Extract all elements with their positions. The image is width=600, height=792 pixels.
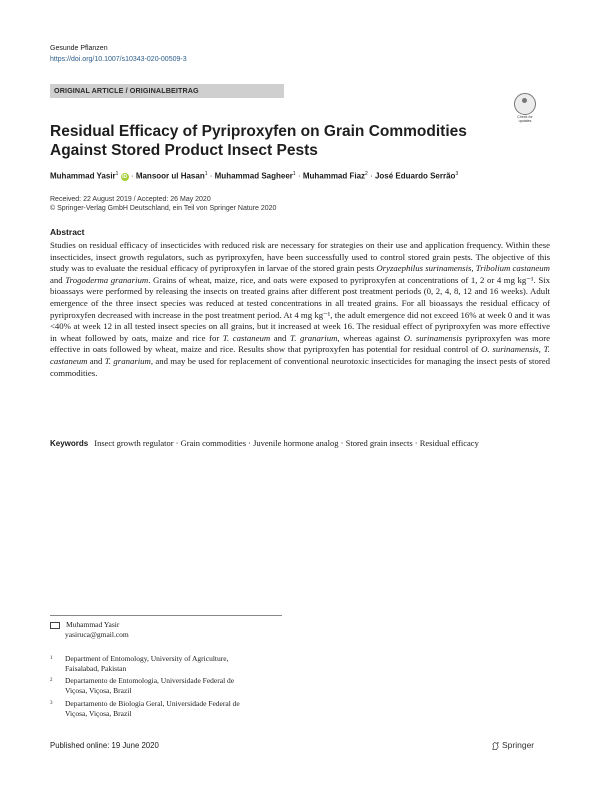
springer-horse-icon (491, 741, 500, 751)
journal-name: Gesunde Pflanzen (50, 45, 108, 52)
check-for-updates-badge[interactable] (512, 93, 538, 123)
publisher-logo (491, 740, 534, 751)
envelope-icon (50, 622, 60, 629)
article-dates (50, 195, 276, 213)
author-affiliation-ref: 3 (455, 171, 459, 177)
abstract-text (50, 240, 550, 379)
received-accepted-dates: Received: 22 August 2019 / Accepted: 26 May 2020 (50, 196, 211, 203)
author-separator: · (370, 171, 373, 181)
author-name[interactable]: Muhammad Yasir (50, 171, 116, 181)
abstract-segment: and (270, 332, 290, 343)
check-updates-line1: Check for (517, 115, 533, 119)
check-updates-icon (514, 93, 536, 115)
author-name[interactable]: José Eduardo Serrão (374, 171, 456, 181)
author-separator: · (130, 171, 134, 181)
affiliation-number: 3 (50, 701, 53, 706)
affiliation-line: Departamento de Entomologia, Universidade Federal de (65, 676, 235, 685)
doi-link[interactable]: https://doi.org/10.1007/s10343-020-00509-3 (50, 56, 187, 63)
author-name[interactable]: Muhammad Sagheer (214, 171, 293, 181)
author-list (50, 171, 570, 181)
species-name: Oryzaephilus surinamensis, Tribolium castaneum (376, 263, 550, 274)
abstract-heading: Abstract (50, 227, 85, 237)
footnote-divider (50, 615, 282, 616)
corresponding-author-email[interactable]: yasiruca@gmail.com (65, 630, 129, 639)
affiliation-line: Faisalabad, Pakistan (65, 664, 127, 673)
author-affiliation-ref: 1 (292, 171, 296, 177)
keywords (50, 438, 550, 450)
orcid-icon[interactable]: iD (122, 173, 128, 180)
affiliation-number: 1 (50, 656, 53, 661)
species-name: T. castaneum (222, 332, 271, 343)
affiliation-line: Departamento de Biologia Geral, Universidade Federal de (65, 699, 240, 708)
affiliation-line: Viçosa, Viçosa, Brazil (65, 709, 132, 718)
author-affiliation-ref: 2 (365, 171, 368, 177)
species-name: O. surinamensis (403, 332, 463, 343)
check-updates-line2: updates (518, 119, 532, 123)
article-type-label: ORIGINAL ARTICLE / ORIGINALBEITRAG (54, 86, 199, 95)
abstract-segment: , whereas against (337, 332, 404, 343)
abstract-segment: Studies on residual efficacy of insecticides with reduced risk are necessary for strategies on their use and application frequency. Within these insecticides, insect growth regulators, such as pyriproxyfen, have been successfully used to control stored grain pests. The objective of this study was to evaluate the residual efficacy of pyriproxyfen in larvae of the stored grain pests (50, 240, 550, 274)
published-online-date: Published online: 19 June 2020 (50, 741, 159, 750)
affiliation-line: Viçosa, Viçosa, Brazil (65, 686, 132, 695)
copyright-notice: © Springer-Verlag GmbH Deutschland, ein Teil von Springer Nature 2020 (50, 205, 277, 212)
abstract-segment: and (50, 274, 66, 285)
publisher-name: Springer (502, 740, 535, 750)
abstract-segment: . Grains of wheat, maize, rice, and oats were exposed to pyriproxyfen at concentrations of 1, 2 or 4 mg kg⁻¹. Six bioassays were performed by releasing the insects on treated grains after different post treatment periods (0, 2, 4, 8, 12 and 16 weeks). Adult emergence of the three insect species was reduced at tested concentrations in all treated grains. For all bioassays the residual efficacy of pyriproxyfen decreased with increase in the post treatment period. At 4 mg kg⁻¹, the adult emergence did not exceed 16% at week 0 and it was <40% at week 12 in all tested insect species on all grains, but it increased at week 16. The residual effect of pyriproxyfen was more effective in wheat followed by oats, maize and rice for (50, 274, 550, 343)
author-affiliation-ref: 1 (115, 171, 119, 177)
affiliation-line: Department of Entomology, University of Agriculture, (65, 654, 229, 663)
species-name: Trogoderma granarium (65, 274, 149, 285)
author-affiliation-ref: 1 (204, 171, 208, 177)
species-name: T. granarium (104, 355, 151, 366)
abstract-segment: , and may be used for replacement of conventional neurotoxic insecticides for managing the insect pests of stored commodities. (50, 355, 550, 378)
corresponding-author-name: Muhammad Yasir (66, 620, 120, 629)
corresponding-author (50, 620, 129, 640)
author-separator: · (297, 171, 301, 181)
species-name: O. surinamensis, T. castaneum (50, 344, 550, 366)
article-type-band (50, 84, 284, 98)
affiliation-2 (50, 676, 282, 696)
keywords-list: Insect growth regulator · Grain commodities · Juvenile hormone analog · Stored grain insects · Residual efficacy (94, 438, 479, 448)
abstract-segment: and (87, 355, 105, 366)
author-separator: · (209, 171, 213, 181)
affiliation-3 (50, 699, 282, 719)
species-name: T. granarium (289, 332, 338, 343)
author-name[interactable]: Muhammad Fiaz (302, 171, 366, 181)
affiliation-1 (50, 654, 282, 674)
author-name[interactable]: Mansoor ul Hasan (135, 171, 205, 181)
abstract-segment: pyriproxyfen was more effective in oats followed by wheat, maize and rice. Results show that pyriproxyfen has potential for residual control of (50, 332, 551, 355)
keywords-label: Keywords (50, 439, 89, 448)
article-title: Residual Efficacy of Pyriproxyfen on Grain Commodities Against Stored Product Insect Pests (50, 123, 467, 159)
affiliation-number: 2 (50, 678, 53, 683)
